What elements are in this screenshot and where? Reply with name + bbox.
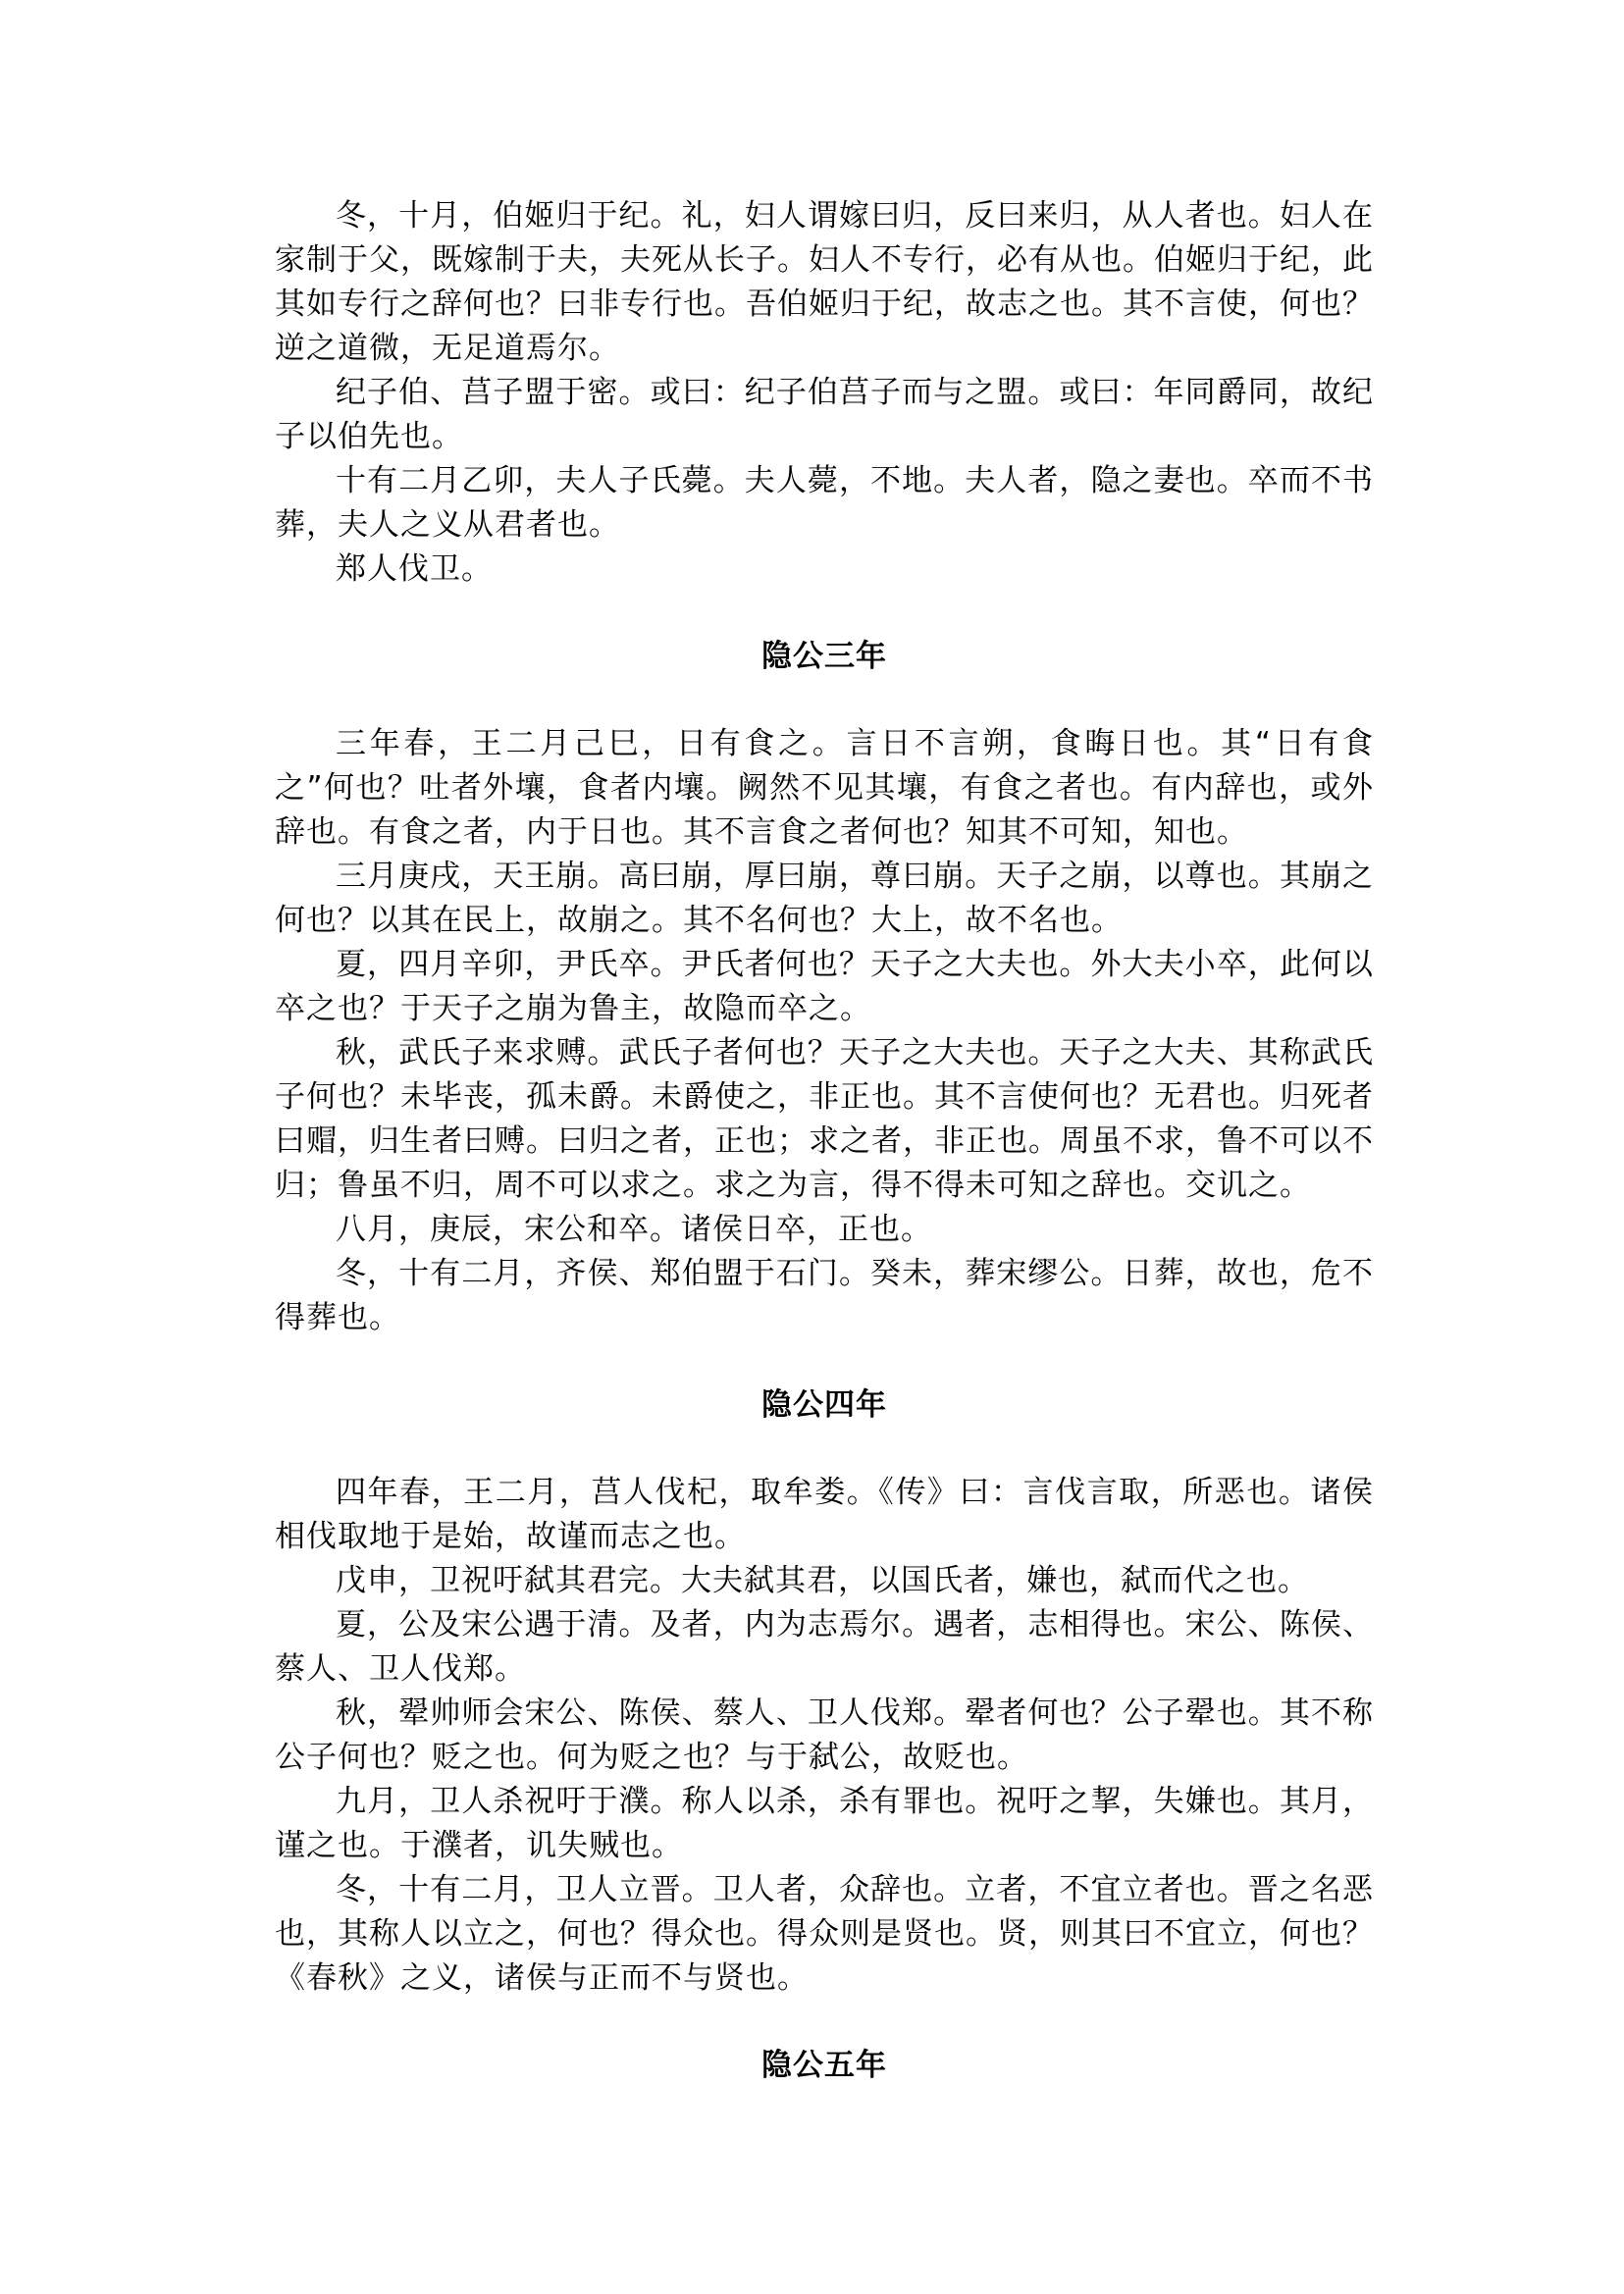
paragraph: 戊申，卫祝吁弑其君完。大夫弑其君，以国氏者，嫌也，弑而代之也。 bbox=[336, 1563, 1309, 1598]
paragraph: 四年春，王二月，莒人伐杞，取牟娄。《传》曰：言伐言取，所恶也。诸侯相伐取地于是始，故谨而志之也。 bbox=[275, 1475, 1374, 1554]
section-heading: 隐公四年 bbox=[761, 1387, 887, 1423]
paragraph: 九月，卫人杀祝吁于濮。称人以杀，杀有罪也。祝吁之挈，失嫌也。其月，谨之也。于濮者，讥失贼也。 bbox=[275, 1784, 1374, 1863]
paragraph: 夏，公及宋公遇于清。及者，内为志焉尔。遇者，志相得也。宋公、陈侯、蔡人、卫人伐郑。 bbox=[275, 1607, 1374, 1687]
paragraph: 纪子伯、莒子盟于密。或曰：纪子伯莒子而与之盟。或曰：年同爵同，故纪子以伯先也。 bbox=[275, 375, 1374, 454]
document-page bbox=[275, 194, 1374, 2088]
paragraph: 三年春，王二月己巳，日有食之。言日不言朔，食晦日也。其“日有食之”何也？吐者外壤，食者内壤。阙然不见其壤，有食之者也。有内辞也，或外辞也。有食之者，内于日也。其不言食之者何也？知其不可知，知也。 bbox=[275, 726, 1374, 850]
section-yin-3 bbox=[275, 635, 1374, 1340]
paragraph: 冬，十月，伯姬归于纪。礼，妇人谓嫁曰归，反曰来归，从人者也。妇人在家制于父，既嫁制于夫，夫死从长子。妇人不专行，必有从也。伯姬归于纪，此其如专行之辞何也？曰非专行也。吾伯姬归于纪，故志之也。其不言使，何也？逆之道微，无足道焉尔。 bbox=[275, 198, 1374, 366]
paragraph: 冬，十有二月，卫人立晋。卫人者，众辞也。立者，不宜立者也。晋之名恶也，其称人以立之，何也？得众也。得众则是贤也。贤，则其曰不宜立，何也？《春秋》之义，诸侯与正而不与贤也。 bbox=[275, 1872, 1374, 1996]
paragraph: 夏，四月辛卯，尹氏卒。尹氏者何也？天子之大夫也。外大夫小卒，此何以卒之也？于天子之崩为鲁主，故隐而卒之。 bbox=[275, 947, 1374, 1026]
paragraph: 秋，武氏子来求赙。武氏子者何也？天子之大夫也。天子之大夫、其称武氏子何也？未毕丧，孤未爵。未爵使之，非正也。其不言使何也？无君也。归死者曰赗，归生者曰赙。曰归之者，正也；求之者，非正也。周虽不求，鲁不可以不归；鲁虽不归，周不可以求之。求之为言，得不得未可知之辞也。交讥之。 bbox=[275, 1035, 1374, 1203]
paragraph: 八月，庚辰，宋公和卒。诸侯日卒，正也。 bbox=[336, 1212, 932, 1247]
paragraph: 冬，十有二月，齐侯、郑伯盟于石门。癸未，葬宋缪公。日葬，故也，危不得葬也。 bbox=[275, 1256, 1374, 1335]
section-yin-5 bbox=[275, 2044, 1374, 2088]
paragraph: 郑人伐卫。 bbox=[336, 551, 493, 587]
paragraph: 三月庚戌，天王崩。高曰崩，厚曰崩，尊曰崩。天子之崩，以尊也。其崩之何也？以其在民上，故崩之。其不名何也？大上，故不名也。 bbox=[275, 859, 1374, 938]
section-heading: 隐公五年 bbox=[761, 2048, 887, 2083]
section-heading: 隐公三年 bbox=[761, 639, 887, 674]
section-intro bbox=[275, 194, 1374, 592]
section-yin-4 bbox=[275, 1383, 1374, 2001]
paragraph: 秋，翚帅师会宋公、陈侯、蔡人、卫人伐郑。翚者何也？公子翚也。其不称公子何也？贬之也。何为贬之也？与于弑公，故贬也。 bbox=[275, 1695, 1374, 1775]
paragraph: 十有二月乙卯，夫人子氏薨。夫人薨，不地。夫人者，隐之妻也。卒而不书葬，夫人之义从君者也。 bbox=[275, 463, 1374, 543]
